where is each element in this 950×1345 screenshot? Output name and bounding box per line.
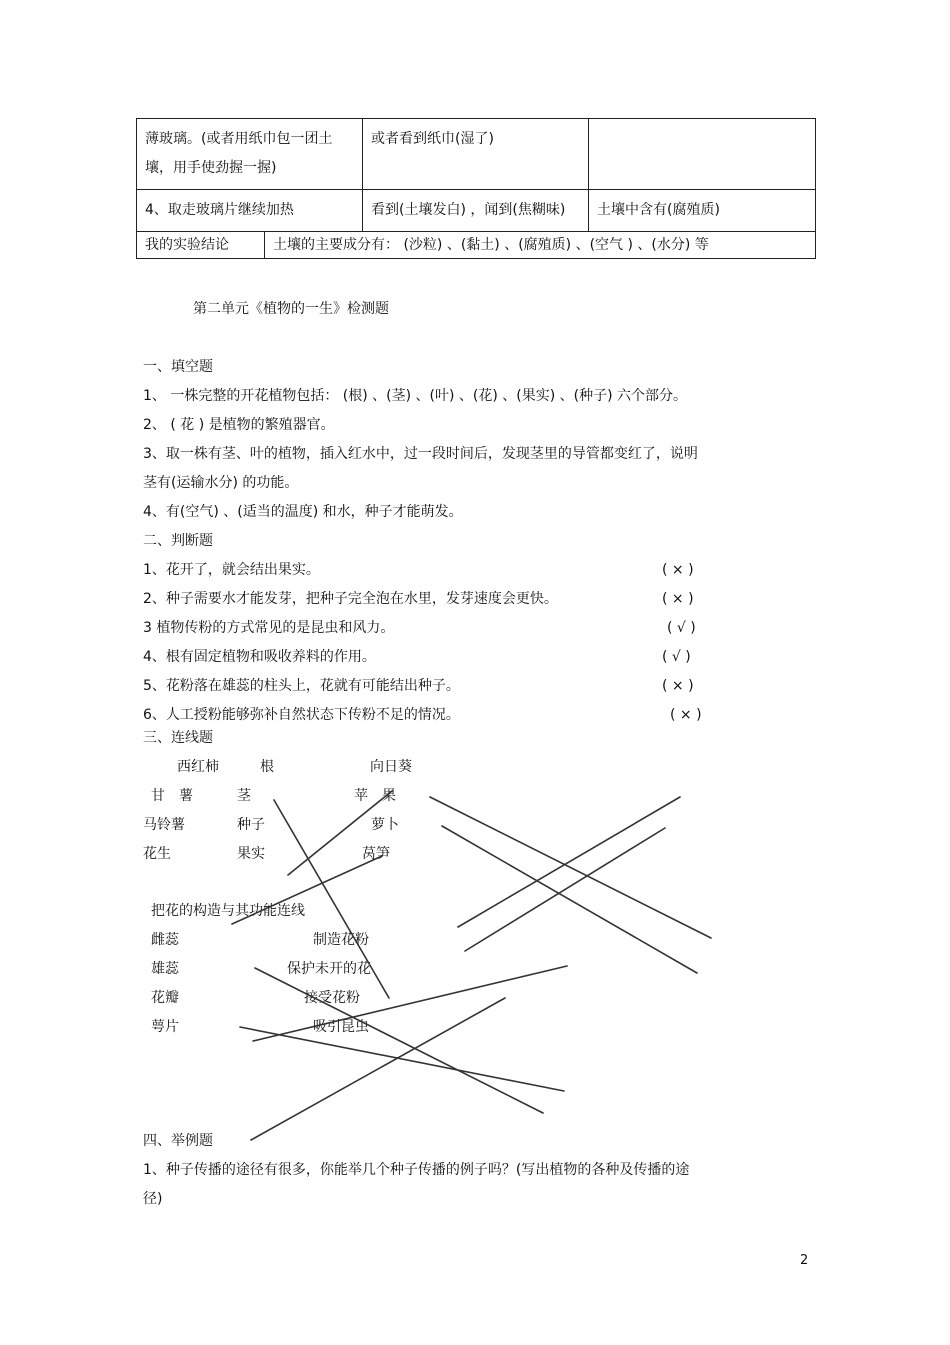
judge-answer: ( × ): [670, 707, 702, 723]
flower-function: 吸引昆虫: [313, 1019, 369, 1035]
section-heading: 一、填空题: [143, 359, 213, 375]
flower-function: 制造花粉: [313, 932, 369, 948]
judge-answer: ( × ): [662, 591, 694, 607]
match-line: [274, 800, 389, 998]
question: 1、种子传播的途径有很多，你能举几个种子传播的例子吗？(写出植物的各种及传播的途: [143, 1162, 690, 1178]
judge-item: 5、花粉落在雄蕊的柱头上，花就有可能结出种子。: [143, 678, 460, 694]
question: 茎有(运输水分) 的功能。: [143, 475, 299, 491]
match-item: 苹 果: [354, 788, 396, 804]
flower-function: 接受花粉: [304, 990, 360, 1006]
question: 径): [143, 1191, 163, 1207]
match-line: [232, 856, 382, 924]
question: 2、 ( 花 ) 是植物的繁殖器官。: [143, 417, 335, 433]
flower-part: 花瓣: [151, 990, 179, 1006]
judge-item: 6、人工授粉能够弥补自然状态下传粉不足的情况。: [143, 707, 460, 723]
match-line: [442, 826, 697, 973]
table-cell: 土壤中含有(腐殖质): [589, 190, 816, 232]
flower-function: 保护未开的花: [287, 961, 371, 977]
match-item: 茎: [237, 788, 251, 804]
section-heading: 四、举例题: [143, 1133, 213, 1149]
match-item: 根: [260, 759, 274, 775]
match-item: 马铃薯: [143, 817, 185, 833]
flower-match-title: 把花的构造与其功能连线: [151, 903, 305, 919]
unit-title: 第二单元《植物的一生》检测题: [193, 301, 389, 317]
table-cell: 薄玻璃。(或者用纸巾包一团土壤，用手使劲握一握): [137, 119, 363, 190]
table-cell: 看到(土壤发白) ，闻到(焦糊味): [363, 190, 589, 232]
judge-answer: ( × ): [662, 562, 694, 578]
judge-answer: ( √ ): [667, 620, 696, 636]
match-line: [251, 998, 505, 1140]
flower-part: 雄蕊: [151, 961, 179, 977]
match-line: [288, 791, 392, 875]
match-item: 花生: [143, 846, 171, 862]
question: 3、取一株有茎、叶的植物，插入红水中，过一段时间后，发现茎里的导管都变红了，说明: [143, 446, 698, 462]
section-heading: 三、连线题: [143, 730, 213, 746]
match-item: 种子: [237, 817, 265, 833]
match-line: [240, 1027, 564, 1091]
page-number: 2: [800, 1253, 809, 1268]
judge-item: 4、根有固定植物和吸收养料的作用。: [143, 649, 376, 665]
section-heading: 二、判断题: [143, 533, 213, 549]
table-cell: 或者看到纸巾(湿了): [363, 119, 589, 190]
match-item: 莴笋: [362, 846, 390, 862]
judge-answer: ( √ ): [662, 649, 691, 665]
match-line: [430, 797, 711, 938]
judge-answer: ( × ): [662, 678, 694, 694]
match-line: [458, 797, 680, 927]
match-item: 西红柿: [177, 759, 219, 775]
flower-part: 萼片: [151, 1019, 179, 1035]
question: 1、 一株完整的开花植物包括： (根) 、(茎) 、(叶) 、(花) 、(果实) 、(种子) 六个部分。: [143, 388, 688, 404]
conclusion-text: 土壤的主要成分有： (沙粒) 、(黏土) 、(腐殖质) 、(空气 ) 、(水分) 等: [265, 232, 816, 259]
judge-item: 2、种子需要水才能发芽，把种子完全泡在水里，发芽速度会更快。: [143, 591, 558, 607]
match-line: [255, 968, 543, 1113]
match-line: [465, 828, 665, 951]
judge-item: 1、花开了，就会结出果实。: [143, 562, 320, 578]
conclusion-label: 我的实验结论: [137, 232, 265, 259]
question: 4、有(空气) 、(适当的温度) 和水，种子才能萌发。: [143, 504, 463, 520]
match-line: [253, 966, 567, 1041]
match-item: 向日葵: [370, 759, 412, 775]
match-item: 甘 薯: [151, 788, 193, 804]
judge-item: 3 植物传粉的方式常见的是昆虫和风力。: [143, 620, 395, 636]
match-item: 果实: [237, 846, 265, 862]
table-cell: 4、取走玻璃片继续加热: [137, 190, 363, 232]
match-item: 萝卜: [371, 817, 399, 833]
flower-part: 雌蕊: [151, 932, 179, 948]
